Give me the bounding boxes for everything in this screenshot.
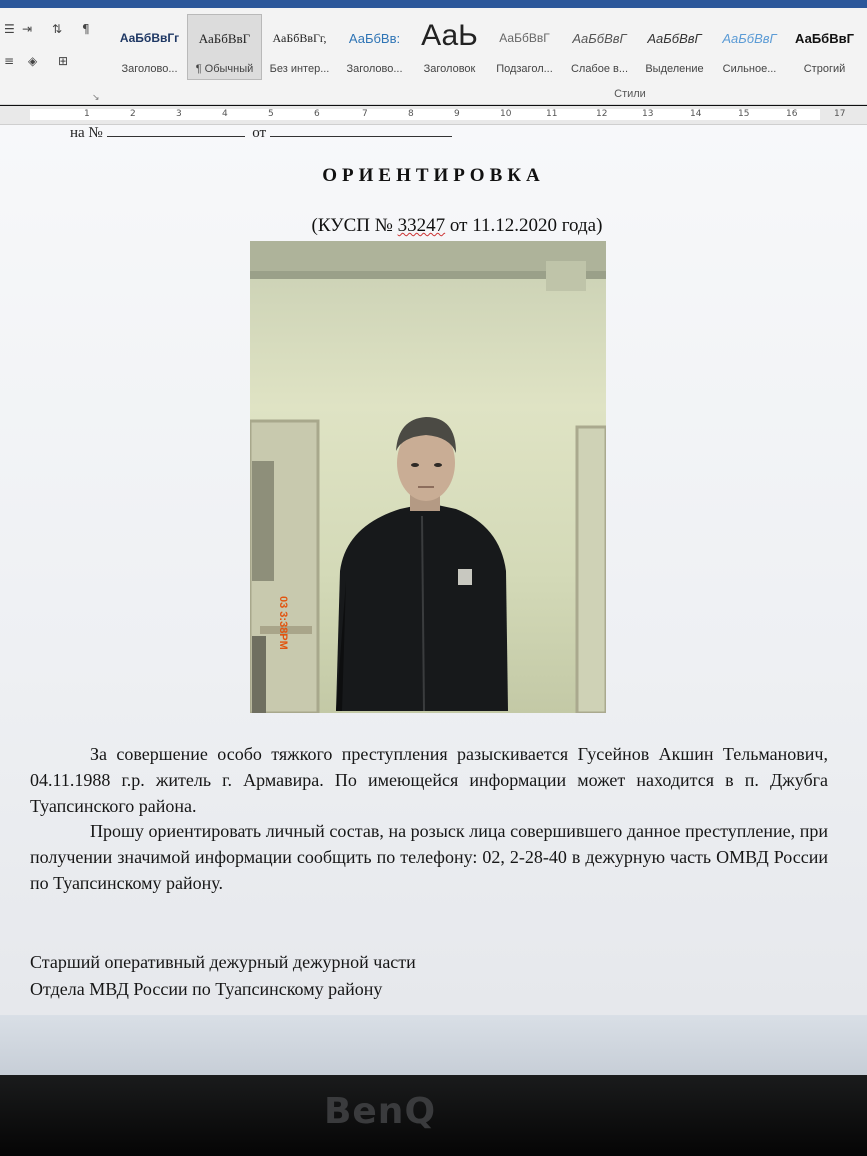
align-icon[interactable]: ≡ bbox=[4, 54, 15, 68]
style-sample: АаБбВвГ bbox=[795, 31, 854, 46]
ruler-mark: 16 bbox=[786, 109, 798, 119]
monitor-brand-logo: BenQ bbox=[323, 1091, 437, 1132]
paragraph-request: Прошу ориентировать личный состав, на розыск лица совершившего данное преступление, при получении значимой информации сообщить по телефону: 02, 2-28-40 в дежурную часть ОМВД России по Туапсинскому району. bbox=[30, 821, 828, 893]
ruler-mark: 5 bbox=[268, 109, 274, 119]
signature-line-2: Отдела МВД России по Туапсинскому району bbox=[30, 979, 383, 999]
style-sample: АаБбВвГ bbox=[647, 31, 702, 46]
document-heading: ОРИЕНТИРОВКА bbox=[322, 165, 545, 186]
horizontal-ruler[interactable] bbox=[0, 106, 867, 125]
ruler-mark: 13 bbox=[642, 109, 654, 119]
indent-icon[interactable]: ⇥ bbox=[22, 22, 33, 36]
style-normal[interactable] bbox=[187, 14, 262, 80]
ruler-mark: 1 bbox=[84, 109, 90, 119]
style-label: Выделение bbox=[645, 63, 704, 75]
reference-line bbox=[70, 125, 452, 142]
kusp-line bbox=[0, 215, 867, 237]
ribbon bbox=[0, 8, 867, 105]
ruler-mark: 10 bbox=[500, 109, 512, 119]
monitor-bezel bbox=[0, 1075, 867, 1156]
styles-gallery bbox=[112, 14, 867, 86]
ruler-mark: 12 bbox=[596, 109, 608, 119]
borders-icon[interactable]: ⊞ bbox=[58, 54, 69, 68]
style-heading1[interactable] bbox=[112, 14, 187, 80]
style-sample: АаБбВвГг bbox=[119, 31, 180, 45]
ruler-page-area bbox=[30, 109, 820, 120]
ref-from: от bbox=[252, 125, 267, 141]
photo-date-stamp: 03 3:38PM bbox=[277, 596, 289, 650]
kusp-number: 33247 bbox=[397, 215, 446, 236]
style-label: Без интер... bbox=[269, 63, 330, 75]
ref-date-blank bbox=[270, 126, 452, 137]
status-bar bbox=[0, 1015, 867, 1075]
style-sample: АаБбВвГ bbox=[198, 31, 251, 46]
style-label: Сильное... bbox=[722, 63, 777, 75]
style-label: ¶ Обычный bbox=[195, 63, 254, 75]
style-sample: АаБбВвГ bbox=[572, 31, 627, 46]
ref-number-blank bbox=[107, 126, 245, 137]
style-label: Заголовок bbox=[423, 63, 476, 75]
suspect-photo-drawing bbox=[250, 241, 606, 713]
pilcrow-icon[interactable]: ¶ bbox=[82, 22, 90, 36]
ruler-mark: 9 bbox=[454, 109, 460, 119]
paragraph-launcher-icon[interactable]: ↘ bbox=[92, 92, 100, 102]
style-label: Подзагол... bbox=[496, 63, 553, 75]
style-sample: АаБбВвГ bbox=[722, 31, 777, 46]
ruler-mark: 7 bbox=[362, 109, 368, 119]
paragraph-wanted: За совершение особо тяжкого преступления разыскивается Гусейнов Акшин Тельманович, 04.11.1988 г.р. житель г. Армавира. По имеющейся информации может находится в п. Джубга Туапсинского района. bbox=[30, 744, 828, 816]
style-no-spacing[interactable] bbox=[262, 14, 337, 80]
style-label: Строгий bbox=[803, 63, 846, 75]
style-label: Слабое в... bbox=[570, 63, 629, 75]
sort-icon[interactable]: ⇅ bbox=[52, 22, 63, 36]
shading-icon[interactable]: ◈ bbox=[28, 54, 38, 68]
signature-line-1: Старший оперативный дежурный дежурной части bbox=[30, 952, 416, 972]
paragraph-group bbox=[0, 8, 108, 104]
style-label: Заголово... bbox=[121, 63, 178, 75]
style-heading2[interactable] bbox=[337, 14, 412, 80]
ruler-mark: 17 bbox=[834, 109, 846, 119]
suspect-photo bbox=[250, 241, 606, 713]
title-bar bbox=[0, 0, 867, 8]
style-intense-emphasis[interactable] bbox=[712, 14, 787, 80]
bullets-icon[interactable]: ☰ bbox=[4, 22, 15, 36]
style-sample: АаБбВвГ bbox=[499, 31, 550, 45]
ruler-mark: 2 bbox=[130, 109, 136, 119]
document-page[interactable] bbox=[0, 125, 867, 1015]
ref-prefix: на № bbox=[70, 125, 103, 141]
style-sample: АаБбВв: bbox=[348, 31, 401, 46]
ruler-mark: 14 bbox=[690, 109, 702, 119]
style-strong[interactable] bbox=[787, 14, 862, 80]
styles-group-label: Стили bbox=[614, 88, 646, 100]
style-subtitle[interactable] bbox=[487, 14, 562, 80]
style-sample: АаБбВвГг, bbox=[272, 31, 327, 45]
style-subtle-emphasis[interactable] bbox=[562, 14, 637, 80]
kusp-prefix: (КУСП № bbox=[311, 215, 393, 236]
kusp-date: от 11.12.2020 года) bbox=[449, 215, 603, 236]
ruler-mark: 6 bbox=[314, 109, 320, 119]
ruler-mark: 8 bbox=[408, 109, 414, 119]
style-emphasis[interactable] bbox=[637, 14, 712, 80]
ruler-mark: 3 bbox=[176, 109, 182, 119]
style-label: Заголово... bbox=[346, 63, 403, 75]
ruler-mark: 11 bbox=[546, 109, 558, 119]
ruler-mark: 4 bbox=[222, 109, 228, 119]
style-title[interactable] bbox=[412, 14, 487, 80]
style-sample: АаЬ bbox=[421, 19, 478, 52]
ruler-mark: 15 bbox=[738, 109, 750, 119]
